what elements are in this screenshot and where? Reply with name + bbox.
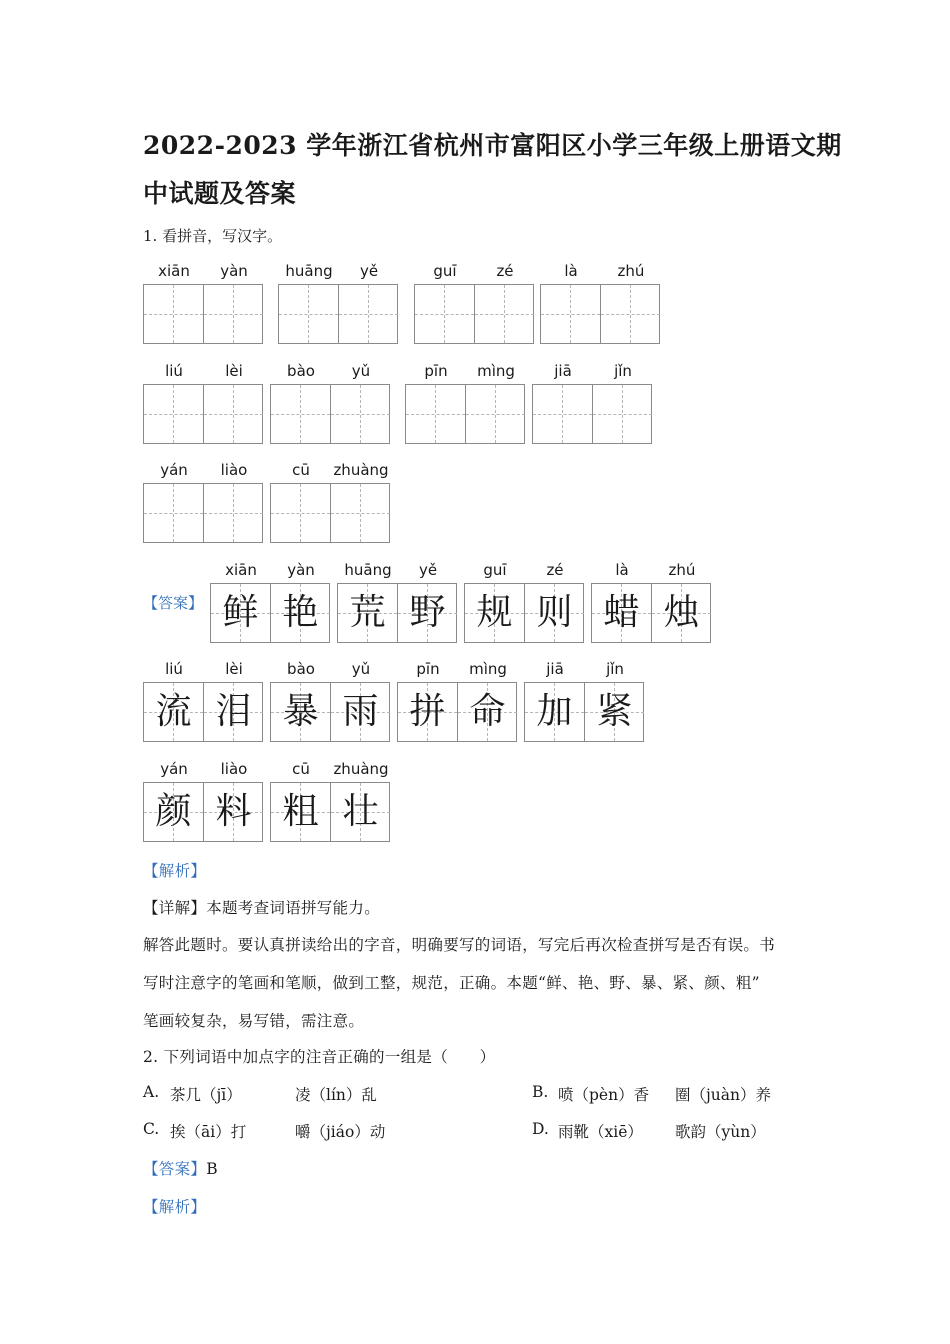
pinyin-label: jiā: [554, 362, 572, 380]
answer-char: 命: [469, 691, 506, 732]
answer-char-cell: [144, 760, 203, 841]
pinyin-label: bào: [287, 660, 315, 678]
writing-cell[interactable]: [600, 262, 660, 343]
grid-guide-vertical: [308, 285, 309, 343]
answer-char-cell: [525, 660, 584, 741]
pinyin-label: zé: [496, 262, 514, 280]
writing-cell[interactable]: [541, 262, 600, 343]
pinyin-label: zé: [546, 561, 564, 579]
answer-word-grid: [143, 660, 263, 742]
grid-guide-vertical: [233, 285, 234, 343]
pinyin-label: jiā: [546, 660, 564, 678]
writing-cell[interactable]: [144, 461, 203, 542]
pinyin-label: guī: [433, 262, 457, 280]
answer-char-cell: [524, 561, 584, 642]
detail-line: [143, 896, 380, 918]
pinyin-label: yàn: [220, 262, 248, 280]
writing-cell[interactable]: [533, 362, 592, 443]
writing-cell[interactable]: [144, 262, 203, 343]
pinyin-word-grid: [540, 262, 660, 344]
pinyin-label: zhuàng: [333, 760, 389, 778]
answer-char: 颜: [155, 791, 192, 832]
pinyin-label: jǐn: [614, 362, 632, 380]
option-a-item-1: 茶几（jī）: [170, 1086, 242, 1104]
pinyin-word-grid: [414, 262, 534, 344]
answer-char-cell: [651, 561, 711, 642]
option-a-label: A.: [143, 1083, 160, 1101]
pinyin-label: liú: [165, 660, 183, 678]
detail-tag: 【详解】: [143, 899, 207, 917]
pinyin-word-grid: [270, 362, 390, 444]
grid-guide-vertical: [504, 285, 505, 343]
pinyin-word-grid: [270, 461, 390, 543]
grid-guide-vertical: [368, 285, 369, 343]
pinyin-label: mìng: [469, 660, 507, 678]
grid-guide-vertical: [173, 385, 174, 443]
page-title-line2: 中试题及答案: [143, 179, 297, 208]
pinyin-label: liú: [165, 362, 183, 380]
answer-char-cell: [330, 660, 390, 741]
pinyin-label: là: [564, 262, 578, 280]
writing-cell[interactable]: [592, 362, 652, 443]
pinyin-label: yàn: [287, 561, 315, 579]
pinyin-label: yě: [359, 262, 379, 280]
writing-cell[interactable]: [415, 262, 474, 343]
answer-char-cell: [338, 561, 397, 642]
answer-char: 艳: [282, 592, 319, 633]
answer-word-grid: [270, 660, 390, 742]
grid-guide-vertical: [630, 285, 631, 343]
pinyin-label: huāng: [285, 262, 333, 280]
grid-guide-vertical: [562, 385, 563, 443]
answer-char: 则: [536, 592, 573, 633]
option-b-item-1: 喷（pèn）香: [558, 1086, 650, 1104]
grid-guide-vertical: [444, 285, 445, 343]
answer-word-grid: [143, 760, 263, 842]
writing-cell[interactable]: [474, 262, 534, 343]
grid-guide-vertical: [173, 285, 174, 343]
pinyin-word-grid: [143, 461, 263, 543]
grid-guide-vertical: [570, 285, 571, 343]
writing-cell[interactable]: [271, 461, 330, 542]
grid-guide-vertical: [622, 385, 623, 443]
pinyin-label: là: [615, 561, 629, 579]
pinyin-label: bào: [287, 362, 315, 380]
answer-char: 泪: [215, 691, 252, 732]
answer-char: 暴: [282, 691, 319, 732]
answer-char-cell: [271, 760, 330, 841]
question-1-prompt: 1. 看拼音，写汉字。: [143, 227, 283, 245]
answer-char: 蜡: [603, 592, 640, 633]
answer-char-cell: [271, 660, 330, 741]
answer-char-cell: [584, 660, 644, 741]
pinyin-label: liào: [220, 461, 248, 479]
analysis-tag-1: 【解析】: [143, 862, 207, 880]
answer-char: 野: [409, 592, 446, 633]
answer-char: 壮: [342, 791, 379, 832]
pinyin-label: yán: [160, 461, 188, 479]
pinyin-label: lèi: [225, 362, 243, 380]
pinyin-label: jǐn: [606, 660, 624, 678]
answer-char: 烛: [663, 592, 700, 633]
writing-cell[interactable]: [144, 362, 203, 443]
answer-char-cell: [457, 660, 517, 741]
pinyin-label: guī: [483, 561, 507, 579]
answer-word-grid: [464, 561, 584, 643]
answer-char: 规: [476, 592, 513, 633]
pinyin-label: yǔ: [351, 660, 371, 678]
answer-word-grid: [270, 760, 390, 842]
answer-word-grid: [337, 561, 457, 643]
answer-word-grid: [524, 660, 644, 742]
grid-guide-vertical: [360, 385, 361, 443]
pinyin-label: pīn: [416, 660, 440, 678]
grid-guide-vertical: [233, 484, 234, 542]
writing-cell[interactable]: [338, 262, 398, 343]
pinyin-word-grid: [405, 362, 525, 444]
explain-line-3: 笔画较复杂，易写错，需注意。: [143, 1012, 365, 1030]
answer-char-cell: [270, 561, 330, 642]
answer-word-grid: [210, 561, 330, 643]
writing-cell[interactable]: [465, 362, 525, 443]
answer-char: 流: [155, 691, 192, 732]
answer-char: 料: [215, 791, 252, 832]
option-b-label: B.: [532, 1083, 549, 1101]
pinyin-label: yán: [160, 760, 188, 778]
writing-cell[interactable]: [406, 362, 465, 443]
explain-line-1: 解答此题时。要认真拼读给出的字音，明确要写的词语，写完后再次检查拼写是否有误。书: [143, 936, 776, 954]
option-c-item-1: 挨（āi）打: [170, 1123, 247, 1141]
writing-cell[interactable]: [203, 362, 263, 443]
writing-cell[interactable]: [330, 362, 390, 443]
answer-tag-2: 【答案】: [143, 1160, 207, 1178]
writing-cell[interactable]: [330, 461, 390, 542]
pinyin-label: lèi: [225, 660, 243, 678]
option-d-item-1: 雨靴（xiē）: [558, 1123, 643, 1141]
pinyin-label: xiān: [225, 561, 257, 579]
explain-line-2: 写时注意字的笔画和笔顺，做到工整，规范，正确。本题“鲜、艳、野、暴、紧、颜、粗”: [143, 974, 760, 992]
grid-guide-vertical: [300, 484, 301, 542]
pinyin-label: cū: [292, 760, 310, 778]
option-c-item-2: 嚼（jiáo）动: [295, 1123, 386, 1141]
answer-char-cell: [592, 561, 651, 642]
pinyin-label: huāng: [344, 561, 392, 579]
answer-char: 鲜: [222, 592, 259, 633]
question-2-prompt: 2. 下列词语中加点字的注音正确的一组是（ ）: [143, 1048, 496, 1066]
pinyin-label: xiān: [158, 262, 190, 280]
answer-char-cell: [397, 561, 457, 642]
page-title-line1: 2022-2023 学年浙江省杭州市富阳区小学三年级上册语文期: [143, 131, 842, 160]
answer-char-cell: [203, 660, 263, 741]
pinyin-word-grid: [143, 262, 263, 344]
answer-char: 加: [536, 691, 573, 732]
grid-guide-vertical: [300, 385, 301, 443]
grid-guide-vertical: [360, 484, 361, 542]
answer-char-cell: [203, 760, 263, 841]
grid-guide-vertical: [435, 385, 436, 443]
option-d-label: D.: [532, 1120, 549, 1138]
option-c-label: C.: [143, 1120, 160, 1138]
answer-line-2: [143, 1157, 218, 1179]
answer-tag-1: 【答案】: [143, 594, 204, 612]
grid-guide-vertical: [173, 484, 174, 542]
pinyin-label: zhú: [617, 262, 645, 280]
answer-char-cell: [330, 760, 390, 841]
answer-char: 粗: [282, 791, 319, 832]
answer-value-2: B: [206, 1160, 218, 1178]
writing-cell[interactable]: [203, 461, 263, 542]
answer-char-cell: [144, 660, 203, 741]
pinyin-label: zhuàng: [333, 461, 389, 479]
analysis-tag-2: 【解析】: [143, 1198, 207, 1216]
answer-char: 雨: [342, 691, 379, 732]
pinyin-label: cū: [292, 461, 310, 479]
answer-char-cell: [465, 561, 524, 642]
answer-char: 拼: [409, 691, 446, 732]
answer-word-grid: [591, 561, 711, 643]
option-a-item-2: 凌（lín）乱: [295, 1086, 377, 1104]
detail-text: 本题考查词语拼写能力。: [206, 899, 381, 917]
pinyin-word-grid: [143, 362, 263, 444]
writing-cell[interactable]: [203, 262, 263, 343]
answer-char-cell: [398, 660, 457, 741]
pinyin-label: mìng: [477, 362, 515, 380]
answer-char: 荒: [349, 592, 386, 633]
answer-char: 紧: [596, 691, 633, 732]
pinyin-word-grid: [532, 362, 652, 444]
option-d-item-2: 歌韵（yùn）: [675, 1123, 766, 1141]
pinyin-word-grid: [278, 262, 398, 344]
answer-word-grid: [397, 660, 517, 742]
pinyin-label: yǔ: [351, 362, 371, 380]
pinyin-label: pīn: [424, 362, 448, 380]
pinyin-label: yě: [418, 561, 438, 579]
grid-guide-vertical: [233, 385, 234, 443]
grid-guide-vertical: [495, 385, 496, 443]
option-b-item-2: 圈（juàn）养: [675, 1086, 772, 1104]
writing-cell[interactable]: [279, 262, 338, 343]
writing-cell[interactable]: [271, 362, 330, 443]
answer-char-cell: [211, 561, 270, 642]
pinyin-label: liào: [220, 760, 248, 778]
pinyin-label: zhú: [668, 561, 696, 579]
